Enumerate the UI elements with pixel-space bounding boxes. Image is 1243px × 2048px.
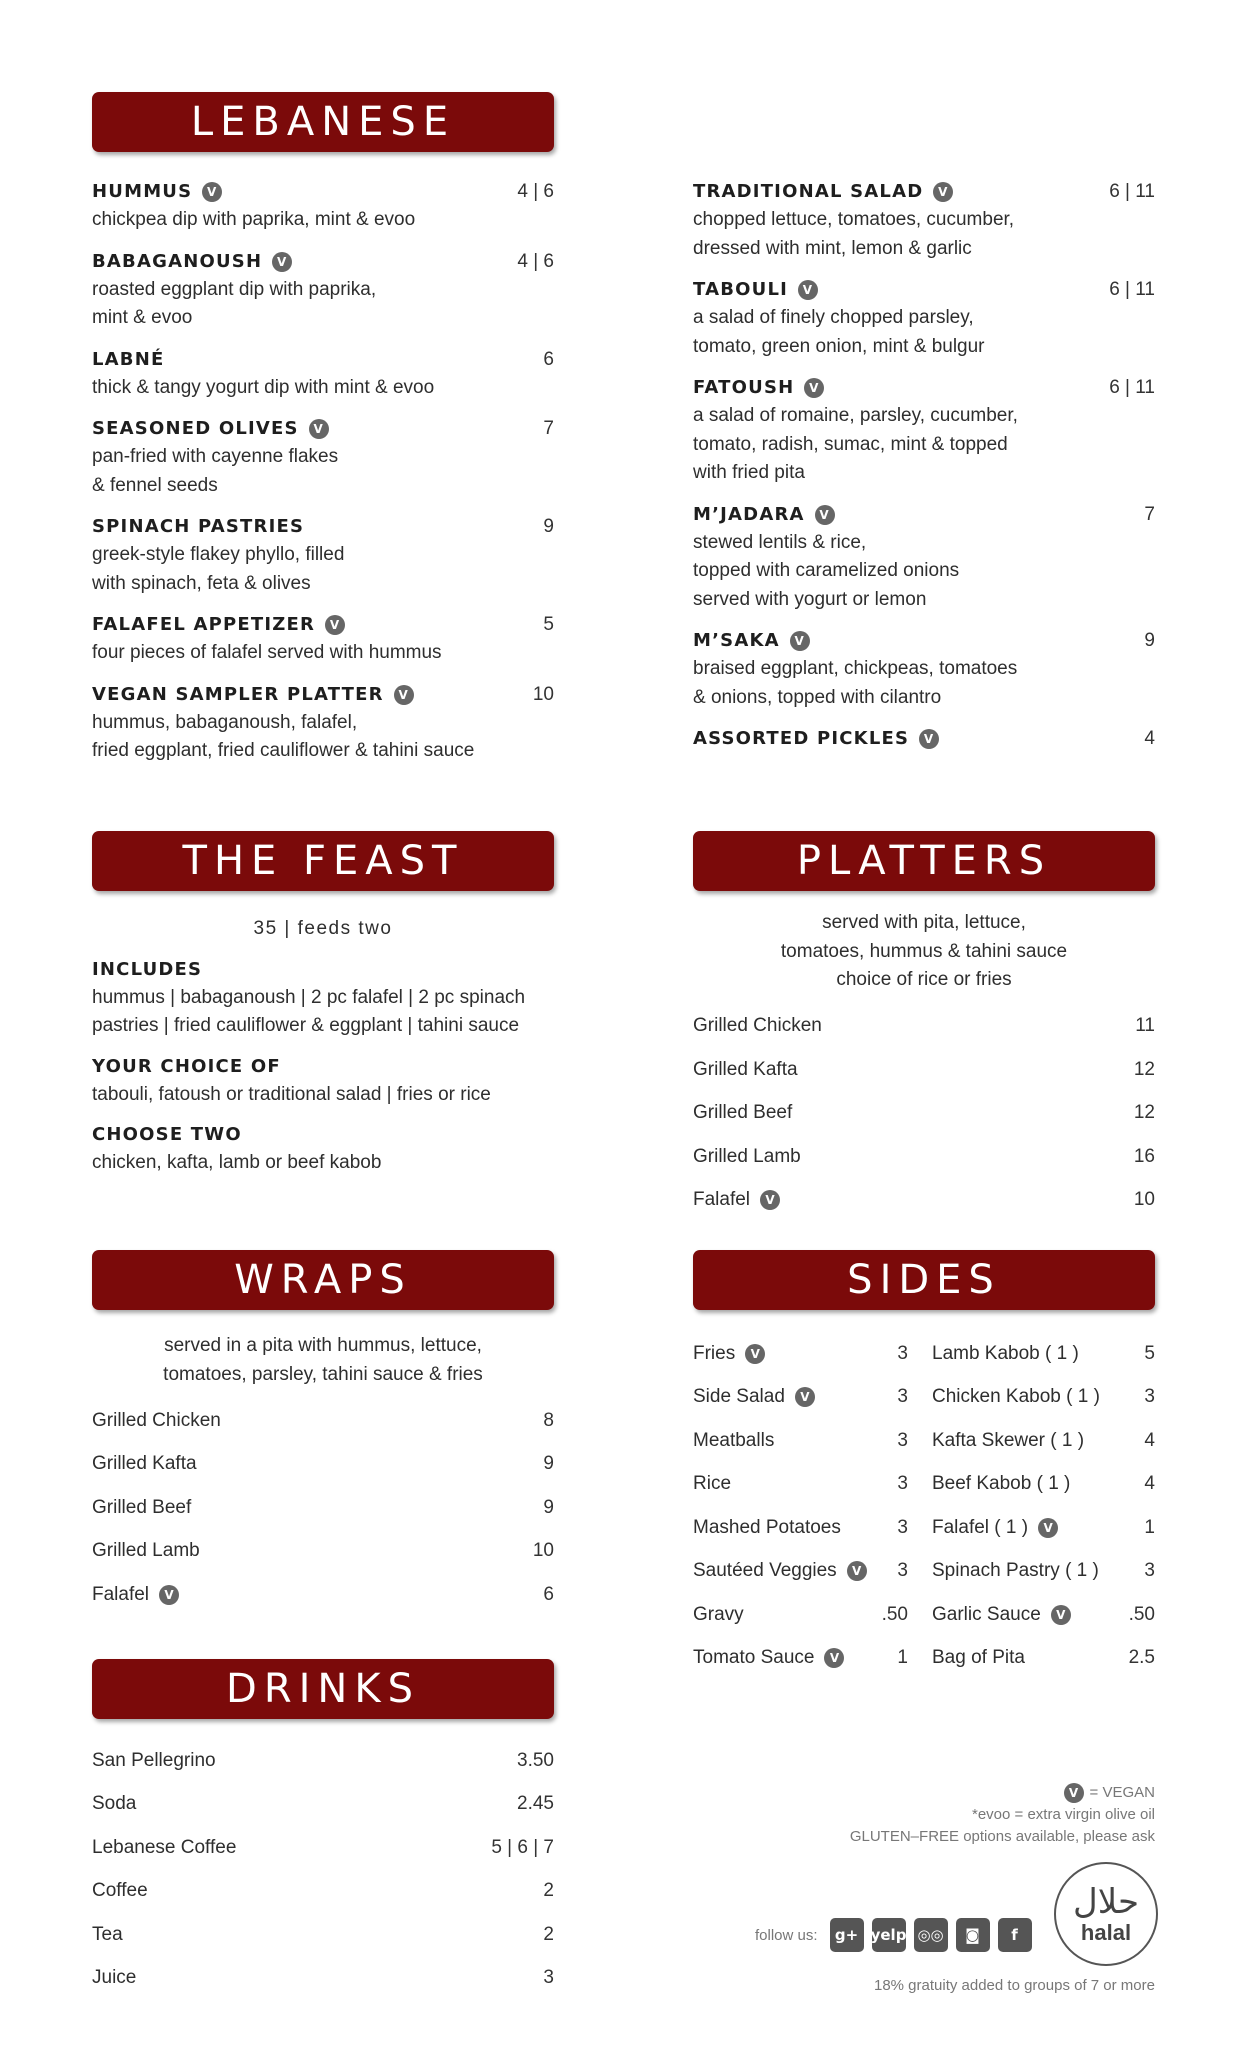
list-item (693, 1506, 908, 1550)
list-item-name (693, 1644, 844, 1672)
list-item-price: .50 (881, 1603, 908, 1625)
halal-arabic: حلال (1072, 1882, 1139, 1922)
menu-item (92, 681, 554, 766)
menu-item-description: tomato, green onion, mint & bulgur (693, 335, 985, 357)
list-item (92, 1826, 554, 1870)
menu-item-description: greek-style flakey phyllo, filled (92, 544, 345, 565)
list-item-price: 5 (1144, 1342, 1155, 1364)
menu-item-price: 10 (532, 683, 554, 705)
menu-item-description: hummus, babaganoush, falafel, (92, 711, 358, 733)
note-line: served with pita, lettuce, (822, 912, 1026, 933)
lebanese-title: LEBANESE (190, 99, 456, 145)
menu-item-name-text: TRADITIONAL SALAD (693, 181, 924, 202)
list-item-name-text: Grilled Lamb (693, 1145, 801, 1167)
list-item-price: 2.45 (517, 1793, 554, 1815)
list-item-name (693, 1143, 801, 1171)
drinks-list (92, 1739, 554, 2000)
list-item-name (92, 1407, 221, 1435)
menu-item-name-text: FALAFEL APPETIZER (92, 614, 316, 635)
list-item (92, 1870, 554, 1914)
menu-item-description: served with yogurt or lemon (693, 588, 927, 610)
list-item-name-text: Grilled Beef (92, 1496, 192, 1518)
list-item-name (92, 1790, 136, 1818)
menu-item-price: 6 | 11 (1109, 181, 1155, 202)
menu-item (92, 178, 554, 235)
list-item (693, 1463, 908, 1507)
list-item (92, 1443, 554, 1487)
list-item-name (693, 1557, 867, 1585)
menu-item-description: roasted eggplant dip with paprika, (92, 278, 377, 300)
vegan-badge-icon: V (1038, 1518, 1058, 1538)
list-item-price: 2.5 (1128, 1647, 1155, 1669)
list-item-name (932, 1383, 1100, 1411)
sides-title: SIDES (847, 1257, 1001, 1303)
list-item-name (932, 1514, 1058, 1542)
feast-item-description: tabouli, fatoush or traditional salad | fries or rice (92, 1083, 491, 1105)
menu-item-description: mint & evoo (92, 307, 193, 328)
menu-item-row (92, 611, 554, 639)
list-item-price: 3 (897, 1473, 908, 1495)
menu-item-name-text: SEASONED OLIVES (92, 418, 299, 439)
list-item-price: 3.50 (517, 1749, 554, 1771)
menu-item-name (92, 248, 292, 276)
sides-left-list (693, 1332, 908, 1680)
lebanese-left-list (92, 178, 554, 779)
feast-sections (92, 956, 554, 1178)
sides-right-list (932, 1332, 1155, 1680)
note-line: tomatoes, parsley, tahini sauce & fries (163, 1363, 483, 1385)
menu-item-row (693, 501, 1155, 529)
list-item-name (932, 1340, 1079, 1368)
vegan-badge-icon: V (745, 1344, 765, 1364)
list-item-name-text: Sautéed Veggies (693, 1560, 837, 1582)
note-line: choice of rice or fries (836, 969, 1012, 990)
feast-item-name: INCLUDES (92, 958, 203, 980)
list-item-name (693, 1514, 841, 1542)
menu-item-price: 6 (543, 348, 554, 370)
wraps-list (92, 1399, 554, 1617)
list-item-price: 3 (897, 1516, 908, 1538)
list-item-name-text: Spinach Pastry ( 1 ) (932, 1560, 1099, 1582)
facebook-icon[interactable]: f (998, 1918, 1032, 1952)
list-item-name (693, 1383, 815, 1411)
menu-item (92, 513, 554, 598)
vegan-badge-icon: V (798, 280, 818, 300)
menu-item-price: 4 | 6 (517, 181, 554, 202)
list-item-name-text: Tomato Sauce (693, 1647, 815, 1669)
menu-item-price: 4 | 6 (517, 250, 554, 272)
platters-list (693, 1005, 1155, 1223)
menu-item-description: braised eggplant, chickpeas, tomatoes (693, 658, 1018, 679)
menu-item (92, 415, 554, 500)
list-item-name (92, 1747, 216, 1775)
list-item-name-text: Meatballs (693, 1429, 775, 1451)
list-item-name-text: Falafel (693, 1189, 751, 1211)
instagram-icon[interactable]: ◙ (956, 1918, 990, 1952)
feast-item-description: chicken, kafta, lamb or beef kabob (92, 1152, 382, 1173)
list-item (932, 1463, 1155, 1507)
list-item-price: 1 (897, 1647, 908, 1669)
vegan-badge-icon: V (847, 1561, 867, 1581)
feast-item-description: pastries | fried cauliflower & eggplant | tahini sauce (92, 1015, 520, 1036)
vegan-badge-icon: V (760, 1190, 780, 1210)
menu-item-name-text: LABNÉ (92, 348, 165, 370)
list-item (932, 1506, 1155, 1550)
list-item (92, 1957, 554, 2001)
vegan-legend: V = VEGAN (735, 1782, 1155, 1804)
sides-section (693, 1250, 1155, 1680)
list-item (92, 1739, 554, 1783)
list-item (693, 1637, 908, 1681)
list-item-price: 16 (1133, 1145, 1155, 1167)
list-item-price: 10 (532, 1540, 554, 1562)
list-item-name-text: Lamb Kabob ( 1 ) (932, 1342, 1079, 1364)
lebanese-right-list (693, 178, 1155, 766)
yelp-icon[interactable]: yelp (872, 1918, 906, 1952)
feast-item (92, 1121, 554, 1178)
list-item-price: 3 (897, 1429, 908, 1451)
vegan-badge-icon: V (919, 729, 939, 749)
menu-item-price: 9 (543, 516, 554, 537)
list-item-name-text: Juice (92, 1967, 137, 1989)
menu-item-row (92, 346, 554, 374)
menu-item-description: & fennel seeds (92, 474, 218, 496)
list-item (92, 1913, 554, 1957)
menu-item-name (92, 513, 304, 541)
list-item (693, 1332, 908, 1376)
note-line: served in a pita with hummus, lettuce, (164, 1335, 482, 1356)
menu-item-name (693, 374, 824, 402)
wraps-title: WRAPS (234, 1257, 412, 1303)
list-item (92, 1530, 554, 1574)
list-item-price: 8 (543, 1409, 554, 1431)
menu-item-description: chickpea dip with paprika, mint & evoo (92, 209, 416, 230)
menu-item-description: a salad of finely chopped parsley, (693, 307, 974, 328)
list-item-price: 6 (543, 1583, 554, 1605)
list-item-name-text: Tea (92, 1923, 123, 1945)
feast-title: THE FEAST (182, 838, 464, 884)
menu-item-row (92, 681, 554, 709)
list-item-name-text: Chicken Kabob ( 1 ) (932, 1386, 1100, 1408)
menu-item-name (693, 276, 818, 304)
list-item-name (932, 1470, 1070, 1498)
platters-note (693, 909, 1155, 995)
vegan-badge-icon: V (933, 182, 953, 202)
menu-item-name (693, 501, 835, 529)
list-item-name (932, 1557, 1099, 1585)
feast-section (92, 831, 554, 1190)
menu-item (693, 276, 1155, 361)
menu-item-price: 6 | 11 (1109, 377, 1155, 398)
menu-item-description: with spinach, feta & olives (92, 572, 311, 594)
menu-item-row (693, 178, 1155, 206)
list-item-name-text: Kafta Skewer ( 1 ) (932, 1429, 1085, 1451)
list-item-name (92, 1450, 197, 1478)
list-item (92, 1399, 554, 1443)
list-item-name-text: Falafel (92, 1583, 150, 1605)
list-item-name (92, 1537, 200, 1565)
list-item-price: 2 (543, 1880, 554, 1902)
vegan-badge-icon: V (815, 505, 835, 525)
list-item-price: 3 (1144, 1560, 1155, 1582)
list-item-name (693, 1340, 765, 1368)
menu-item-name (92, 415, 329, 443)
list-item-price: 9 (543, 1453, 554, 1475)
vegan-badge-icon: V (1051, 1605, 1071, 1625)
feast-item-description: hummus | babaganoush | 2 pc falafel | 2 pc spinach (92, 986, 526, 1008)
google-plus-icon[interactable]: g+ (830, 1918, 864, 1952)
gratuity-note: 18% gratuity added to groups of 7 or more (873, 1977, 1155, 1994)
lebanese-header (92, 92, 554, 152)
footer-notes (735, 1782, 1155, 1848)
menu-item-description: tomato, radish, sumac, mint & topped (693, 433, 1008, 455)
list-item (693, 1092, 1155, 1136)
vegan-badge-icon: V (272, 252, 292, 272)
list-item-name-text: Rice (693, 1473, 732, 1495)
menu-item (693, 627, 1155, 712)
tripadvisor-icon[interactable]: ◎◎ (914, 1918, 948, 1952)
platters-title: PLATTERS (796, 838, 1052, 884)
drinks-title: DRINKS (226, 1666, 420, 1712)
list-item-name (92, 1921, 123, 1949)
vegan-badge-icon: V (804, 378, 824, 398)
menu-item-name (92, 611, 345, 639)
list-item-price: 3 (897, 1386, 908, 1408)
list-item-name-text: Mashed Potatoes (693, 1516, 841, 1538)
menu-item-description: dressed with mint, lemon & garlic (693, 237, 972, 259)
vegan-badge-icon: V (795, 1387, 815, 1407)
note-line: tomatoes, hummus & tahini sauce (780, 940, 1068, 962)
menu-item-description: with fried pita (693, 462, 805, 483)
list-item-name-text: Grilled Kafta (693, 1058, 798, 1080)
menu-item-price: 7 (1144, 503, 1155, 525)
list-item-price: 3 (543, 1967, 554, 1989)
list-item (92, 1573, 554, 1617)
list-item (932, 1332, 1155, 1376)
menu-item-description: topped with caramelized onions (693, 560, 960, 581)
menu-item (693, 725, 1155, 753)
vegan-badge-icon: V (159, 1585, 179, 1605)
menu-item-row (693, 725, 1155, 753)
list-item-price: 3 (1144, 1386, 1155, 1408)
menu-item-name-text: HUMMUS (92, 181, 193, 202)
menu-item (92, 248, 554, 333)
list-item (932, 1376, 1155, 1420)
list-item (932, 1593, 1155, 1637)
list-item-name-text: Coffee (92, 1880, 148, 1902)
menu-item-description: chopped lettuce, tomatoes, cucumber, (693, 209, 1015, 230)
menu-item-name (92, 178, 222, 206)
list-item (92, 1783, 554, 1827)
menu-item-name (92, 346, 164, 374)
menu-item-row (693, 276, 1155, 304)
follow-label: follow us: (755, 1926, 818, 1944)
menu-item-name-text: ASSORTED PICKLES (693, 728, 910, 749)
list-item-name (932, 1644, 1025, 1672)
menu-item-name (693, 178, 953, 206)
list-item-name-text: Gravy (693, 1603, 744, 1625)
list-item-price: 11 (1135, 1015, 1155, 1037)
menu-item-name-text: BABAGANOUSH (92, 250, 263, 272)
list-item-name (693, 1186, 780, 1214)
menu-item-description: a salad of romaine, parsley, cucumber, (693, 405, 1018, 426)
list-item-name-text: Side Salad (693, 1386, 785, 1408)
vegan-badge-icon: V (325, 615, 345, 635)
menu-item (92, 611, 554, 668)
feast-item (92, 1053, 554, 1110)
list-item-name-text: Lebanese Coffee (92, 1836, 237, 1858)
list-item-name (932, 1427, 1084, 1455)
list-item (693, 1135, 1155, 1179)
list-item-name (693, 1427, 774, 1455)
list-item-name (932, 1601, 1071, 1629)
list-item-price: 4 (1144, 1473, 1155, 1495)
menu-item-description: pan-fried with cayenne flakes (92, 446, 339, 467)
list-item-price: .50 (1128, 1603, 1155, 1625)
menu-item-row (92, 178, 554, 206)
menu-item-row (92, 248, 554, 276)
list-item (693, 1179, 1155, 1223)
menu-item-row (693, 374, 1155, 402)
list-item-name-text: Grilled Chicken (693, 1015, 822, 1037)
list-item-price: 1 (1144, 1516, 1155, 1538)
menu-item-name-text: M’SAKA (693, 630, 780, 651)
feast-item-name: YOUR CHOICE OF (92, 1055, 281, 1077)
list-item-price: 12 (1133, 1058, 1155, 1080)
list-item-name-text: Grilled Kafta (92, 1453, 197, 1475)
list-item-name (693, 1012, 822, 1040)
list-item (932, 1637, 1155, 1681)
feast-subtitle: 35 | feeds two (253, 918, 393, 939)
list-item-price: 3 (897, 1560, 908, 1582)
menu-item-name (92, 681, 414, 709)
list-item-name-text: Garlic Sauce (932, 1603, 1041, 1625)
list-item-name (693, 1099, 792, 1127)
list-item (693, 1550, 908, 1594)
menu-item-description: stewed lentils & rice, (693, 531, 867, 553)
evoo-note: *evoo = extra virgin olive oil (971, 1806, 1155, 1823)
list-item-price: 3 (897, 1342, 908, 1364)
vegan-badge-icon: V (202, 182, 222, 202)
menu-item-price: 7 (543, 418, 554, 439)
list-item-name (92, 1877, 148, 1905)
feast-item (92, 956, 554, 1041)
list-item-price: 9 (543, 1496, 554, 1518)
menu-item (693, 178, 1155, 263)
menu-item-row (693, 627, 1155, 655)
list-item-name (693, 1470, 731, 1498)
menu-item-name (693, 627, 810, 655)
halal-text: halal (1080, 1920, 1132, 1945)
list-item-name-text: Grilled Beef (693, 1102, 793, 1124)
list-item-name-text: San Pellegrino (92, 1749, 216, 1771)
gluten-note: GLUTEN–FREE options available, please ask (849, 1828, 1155, 1845)
list-item-name-text: Beef Kabob ( 1 ) (932, 1473, 1071, 1495)
list-item (932, 1550, 1155, 1594)
menu-item-name (693, 725, 939, 753)
list-item-name (693, 1601, 744, 1629)
list-item (92, 1486, 554, 1530)
list-item-name-text: Grilled Chicken (92, 1409, 221, 1431)
social-bar (755, 1918, 1032, 1952)
list-item (693, 1005, 1155, 1049)
menu-item (693, 374, 1155, 488)
vegan-badge-icon: V (309, 419, 329, 439)
drinks-section (92, 1659, 554, 2000)
list-item-name-text: Bag of Pita (932, 1647, 1025, 1669)
wraps-section (92, 1250, 554, 1617)
menu-item-name-text: M’JADARA (693, 503, 805, 525)
vegan-badge-icon: V (790, 631, 810, 651)
halal-seal (1054, 1862, 1158, 1966)
list-item (693, 1376, 908, 1420)
list-item-name (92, 1964, 136, 1992)
menu-item-price: 9 (1144, 630, 1155, 651)
list-item (693, 1419, 908, 1463)
menu-item-description: four pieces of falafel served with hummus (92, 642, 442, 663)
vegan-badge-icon: V (1064, 1783, 1084, 1803)
menu-item (92, 346, 554, 403)
list-item-name-text: Soda (92, 1793, 137, 1815)
list-item-price: 2 (543, 1923, 554, 1945)
vegan-badge-icon: V (394, 685, 414, 705)
list-item-name (92, 1581, 179, 1609)
menu-item-description: & onions, topped with cilantro (693, 686, 942, 708)
menu-item-price: 5 (543, 614, 554, 635)
menu-item-description: fried eggplant, fried cauliflower & tahini sauce (92, 740, 475, 761)
list-item-price: 5 | 6 | 7 (491, 1836, 554, 1858)
menu-item-price: 4 (1144, 728, 1155, 749)
list-item-name-text: Grilled Lamb (92, 1540, 200, 1562)
feast-item-name: CHOOSE TWO (92, 1124, 242, 1145)
menu-item-name-text: SPINACH PASTRIES (92, 516, 305, 537)
list-item-price: 10 (1133, 1189, 1155, 1211)
list-item-name-text: Fries (693, 1342, 736, 1364)
menu-item-row (92, 513, 554, 541)
menu-item-name-text: TABOULI (693, 279, 789, 300)
list-item (932, 1419, 1155, 1463)
menu-item-row (92, 415, 554, 443)
menu-item-name-text: FATOUSH (693, 377, 795, 398)
list-item-price: 4 (1144, 1429, 1155, 1451)
menu-item-description: thick & tangy yogurt dip with mint & evoo (92, 376, 435, 398)
list-item-name (92, 1494, 191, 1522)
list-item-price: 12 (1133, 1102, 1155, 1124)
menu-item (693, 501, 1155, 615)
vegan-badge-icon: V (824, 1648, 844, 1668)
list-item (693, 1593, 908, 1637)
menu-item-price: 6 | 11 (1109, 279, 1155, 300)
menu-item-name-text: VEGAN SAMPLER PLATTER (92, 683, 384, 705)
list-item-name (693, 1056, 798, 1084)
wraps-note (92, 1332, 554, 1389)
platters-section (693, 831, 1155, 1222)
list-item (693, 1048, 1155, 1092)
list-item-name (92, 1834, 236, 1862)
list-item-name-text: Falafel ( 1 ) (932, 1516, 1029, 1538)
